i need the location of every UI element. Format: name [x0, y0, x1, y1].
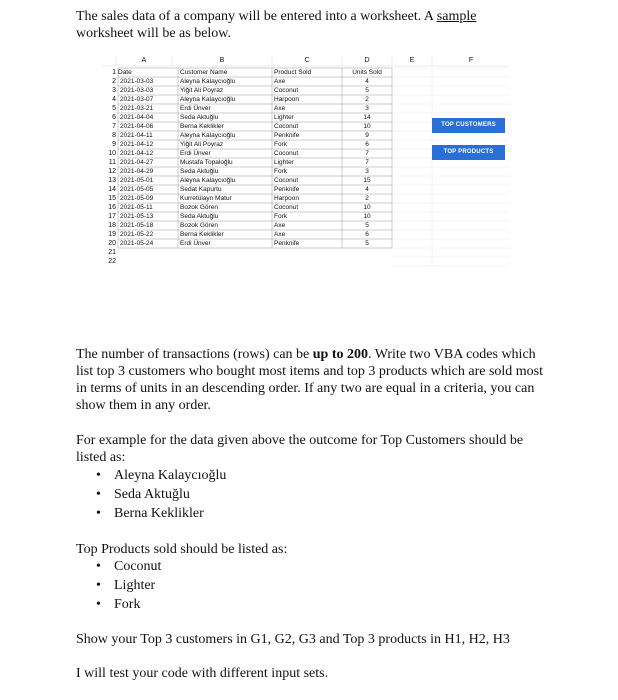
- cell-customer: Bozok Gören: [180, 222, 218, 229]
- cell-customer: Seda Aktuğlu: [180, 114, 219, 121]
- cell-units: 6: [365, 231, 369, 238]
- paragraph-output-cells: Show your Top 3 customers in G1, G2, G3 and Top 3 products in H1, H2, H3: [76, 632, 510, 647]
- cell-product: Fork: [274, 141, 287, 148]
- cell-product: Harpoon: [274, 96, 299, 103]
- intro-underlined-word: sample: [436, 9, 477, 24]
- cell-units: 5: [365, 87, 369, 94]
- row-number: 14: [108, 186, 116, 193]
- worksheet-screenshot: [102, 56, 510, 332]
- cell-date: 2021-04-27: [120, 159, 154, 166]
- list-item: • Fork: [96, 595, 161, 614]
- cell-product: Axe: [274, 78, 286, 85]
- top-customers-button[interactable]: TOP CUSTOMERS: [432, 118, 505, 133]
- cell-date: 2021-04-11: [120, 132, 153, 139]
- cell-customer: Erdi Ünver: [180, 240, 211, 247]
- cell-customer: Berna Keklikler: [180, 231, 224, 238]
- row-number: 3: [112, 87, 116, 94]
- column-header-c: C: [304, 57, 310, 64]
- list-item: • Berna Keklikler: [96, 504, 226, 523]
- cell-customer: Mustafa Topaloğlu: [180, 159, 233, 166]
- header-units-sold: Units Sold: [352, 69, 382, 76]
- row-number: 11: [108, 159, 116, 166]
- cell-date: 2021-04-04: [120, 114, 154, 121]
- column-header-d: D: [364, 57, 370, 64]
- cell-customer: Yiğit Ali Poyraz: [180, 87, 224, 94]
- row-number: 2: [112, 78, 116, 85]
- bold-limit: up to 200: [312, 347, 368, 362]
- intro-text-line2: worksheet will be as below.: [76, 26, 231, 41]
- top-products-button[interactable]: TOP PRODUCTS: [432, 145, 505, 160]
- cell-customer: Seda Aktuğlu: [180, 168, 219, 175]
- cell-date: 2021-05-09: [120, 195, 154, 202]
- row-number: 13: [108, 177, 116, 184]
- cell-customer: Erdi Ünver: [180, 150, 211, 157]
- column-header-f: F: [468, 57, 474, 64]
- row-number: 19: [108, 231, 116, 238]
- header-date: Date: [118, 69, 132, 76]
- paragraph-products: Top Products sold should be listed as:: [76, 542, 288, 557]
- cell-units: 10: [363, 204, 371, 211]
- cell-product: Axe: [274, 231, 286, 238]
- cell-date: 2021-03-03: [120, 78, 154, 85]
- cell-date: 2021-05-01: [120, 177, 154, 184]
- cell-date: 2021-05-24: [120, 240, 154, 247]
- row-number: 16: [108, 204, 116, 211]
- cell-customer: Berna Keklikler: [180, 123, 224, 130]
- cell-date: 2021-05-18: [120, 222, 154, 229]
- cell-customer: Yiğit Ali Poyraz: [180, 141, 224, 148]
- cell-customer: Sedat Kapurtu: [180, 186, 222, 193]
- cell-product: Penknife: [274, 132, 300, 139]
- paragraph-requirements: The number of transactions (rows) can be up to 200. Write two VBA codes which list top 3 customers who bought most items and top 3 products which are sold most in terms of units in an descending order. If any two are equal in a criteria, you can show them in any order.: [76, 347, 544, 413]
- intro-text: The sales data of a company will be entered into a worksheet. A: [76, 9, 437, 24]
- row-number: 4: [112, 96, 116, 103]
- cell-product: Axe: [274, 222, 286, 229]
- row-number: 20: [108, 240, 116, 247]
- product-list: [96, 557, 161, 614]
- row-number: 21: [108, 249, 116, 256]
- cell-date: 2021-04-12: [120, 150, 154, 157]
- cell-units: 4: [365, 78, 369, 85]
- row-number: 7: [112, 123, 116, 130]
- cell-date: 2021-03-21: [120, 105, 154, 112]
- cell-units: 6: [365, 141, 369, 148]
- cell-date: 2021-03-07: [120, 96, 154, 103]
- cell-product: Coconut: [274, 204, 299, 211]
- row-number: 9: [112, 141, 116, 148]
- cell-units: 7: [365, 150, 369, 157]
- cell-customer: Bozok Gören: [180, 204, 218, 211]
- cell-product: Coconut: [274, 150, 299, 157]
- cell-customer: Kurretülayn Matur: [180, 195, 232, 202]
- cell-product: Penknife: [274, 186, 300, 193]
- cell-product: Lighter: [274, 159, 294, 166]
- cell-customer: Seda Aktuğlu: [180, 213, 219, 220]
- cell-units: 5: [365, 240, 369, 247]
- cell-product: Coconut: [274, 123, 299, 130]
- cell-customer: Aleyna Kalaycıoğlu: [180, 177, 236, 184]
- cell-units: 3: [365, 168, 369, 175]
- cell-customer: Erdi Ünver: [180, 105, 211, 112]
- cell-date: 2021-04-12: [120, 141, 154, 148]
- column-header-e: E: [409, 57, 415, 64]
- cell-date: 2021-05-05: [120, 186, 154, 193]
- list-item: • Coconut: [96, 557, 161, 576]
- cell-units: 10: [363, 123, 371, 130]
- cell-product: Axe: [274, 105, 286, 112]
- cell-units: 3: [365, 105, 369, 112]
- customer-list: [96, 466, 226, 523]
- header-product-sold: Product Sold: [274, 69, 312, 76]
- intro-paragraph: [76, 8, 548, 42]
- row-number: 6: [112, 114, 116, 121]
- list-item: • Seda Aktuğlu: [96, 485, 226, 504]
- cell-date: 2021-03-03: [120, 87, 154, 94]
- header-customer-name: Customer Name: [180, 69, 228, 76]
- list-item: • Lighter: [96, 576, 161, 595]
- cell-product: Coconut: [274, 177, 299, 184]
- cell-date: 2021-05-22: [120, 231, 154, 238]
- cell-date: 2021-04-06: [120, 123, 154, 130]
- row-number: 22: [108, 258, 116, 265]
- row-number: 17: [108, 213, 116, 220]
- cell-product: Harpoon: [274, 195, 299, 202]
- cell-date: 2021-04-29: [120, 168, 154, 175]
- cell-units: 7: [365, 159, 369, 166]
- cell-units: 4: [365, 186, 369, 193]
- cell-units: 10: [363, 213, 371, 220]
- column-header-b: B: [219, 57, 225, 64]
- cell-customer: Aleyna Kalaycıoğlu: [180, 96, 236, 103]
- row-number: 1: [112, 69, 116, 76]
- column-header-a: A: [141, 57, 147, 64]
- cell-customer: Aleyna Kalaycıoğlu: [180, 132, 236, 139]
- cell-units: 9: [365, 132, 369, 139]
- cell-units: 2: [365, 96, 369, 103]
- row-number: 5: [112, 105, 116, 112]
- cell-customer: Aleyna Kalaycıoğlu: [180, 78, 236, 85]
- row-number: 10: [108, 150, 116, 157]
- cell-product: Penknife: [274, 240, 300, 247]
- list-item: • Aleyna Kalaycıoğlu: [96, 466, 226, 485]
- row-number: 8: [112, 132, 116, 139]
- cell-product: Lighter: [274, 114, 294, 121]
- row-number: 15: [108, 195, 116, 202]
- cell-date: 2021-05-13: [120, 213, 154, 220]
- cell-units: 5: [365, 222, 369, 229]
- paragraph-example: For example for the data given above the outcome for Top Customers should be listed as:: [76, 433, 524, 465]
- cell-product: Coconut: [274, 87, 299, 94]
- cell-product: Fork: [274, 213, 287, 220]
- row-number: 12: [108, 168, 116, 175]
- cell-units: 15: [363, 177, 371, 184]
- paragraph-testing: I will test your code with different input sets.: [76, 666, 329, 681]
- row-number: 18: [108, 222, 116, 229]
- cell-product: Fork: [274, 168, 287, 175]
- cell-units: 14: [363, 114, 371, 121]
- cell-date: 2021-05-11: [120, 204, 153, 211]
- cell-units: 2: [365, 195, 369, 202]
